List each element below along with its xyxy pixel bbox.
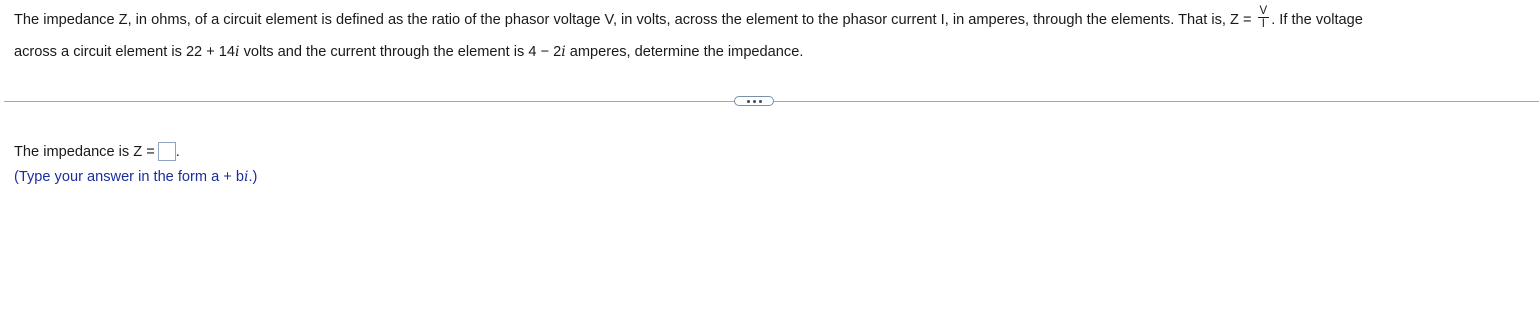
fraction-denominator: I <box>1261 17 1265 30</box>
answer-format-hint <box>14 166 257 188</box>
more-options-button[interactable] <box>734 96 774 106</box>
problem-text-intro: The impedance Z, in ohms, of a circuit element is defined as the ratio of the phasor voltage V, in volts, across the element to the phasor current I, in amperes, through the elements. That is, Z = <box>14 12 1256 28</box>
imaginary-unit: i <box>561 44 566 60</box>
ellipsis-dot-icon <box>753 100 756 103</box>
problem-line-2 <box>14 36 1529 69</box>
hint-text-end: .) <box>248 169 258 185</box>
hint-imaginary-unit: i <box>243 169 249 185</box>
hint-text: (Type your answer in the form a + b <box>14 169 244 185</box>
answer-label: The impedance is Z = <box>14 144 155 160</box>
answer-period: . <box>175 144 180 160</box>
problem-text-task: amperes, determine the impedance. <box>565 44 804 60</box>
problem-text-current: volts and the current through the element is 4 − 2 <box>239 44 562 60</box>
problem-text-continuation: . If the voltage <box>1271 12 1363 28</box>
imaginary-unit: i <box>235 44 240 60</box>
fraction-numerator: V <box>1259 4 1268 17</box>
ellipsis-dot-icon <box>747 100 750 103</box>
answer-input-box[interactable] <box>158 142 176 161</box>
ellipsis-dot-icon <box>759 100 762 103</box>
answer-row <box>14 141 180 163</box>
problem-statement <box>14 4 1529 69</box>
problem-text-voltage: across a circuit element is 22 + 14 <box>14 44 236 60</box>
impedance-fraction <box>1258 5 1270 30</box>
problem-line-1 <box>14 4 1529 37</box>
